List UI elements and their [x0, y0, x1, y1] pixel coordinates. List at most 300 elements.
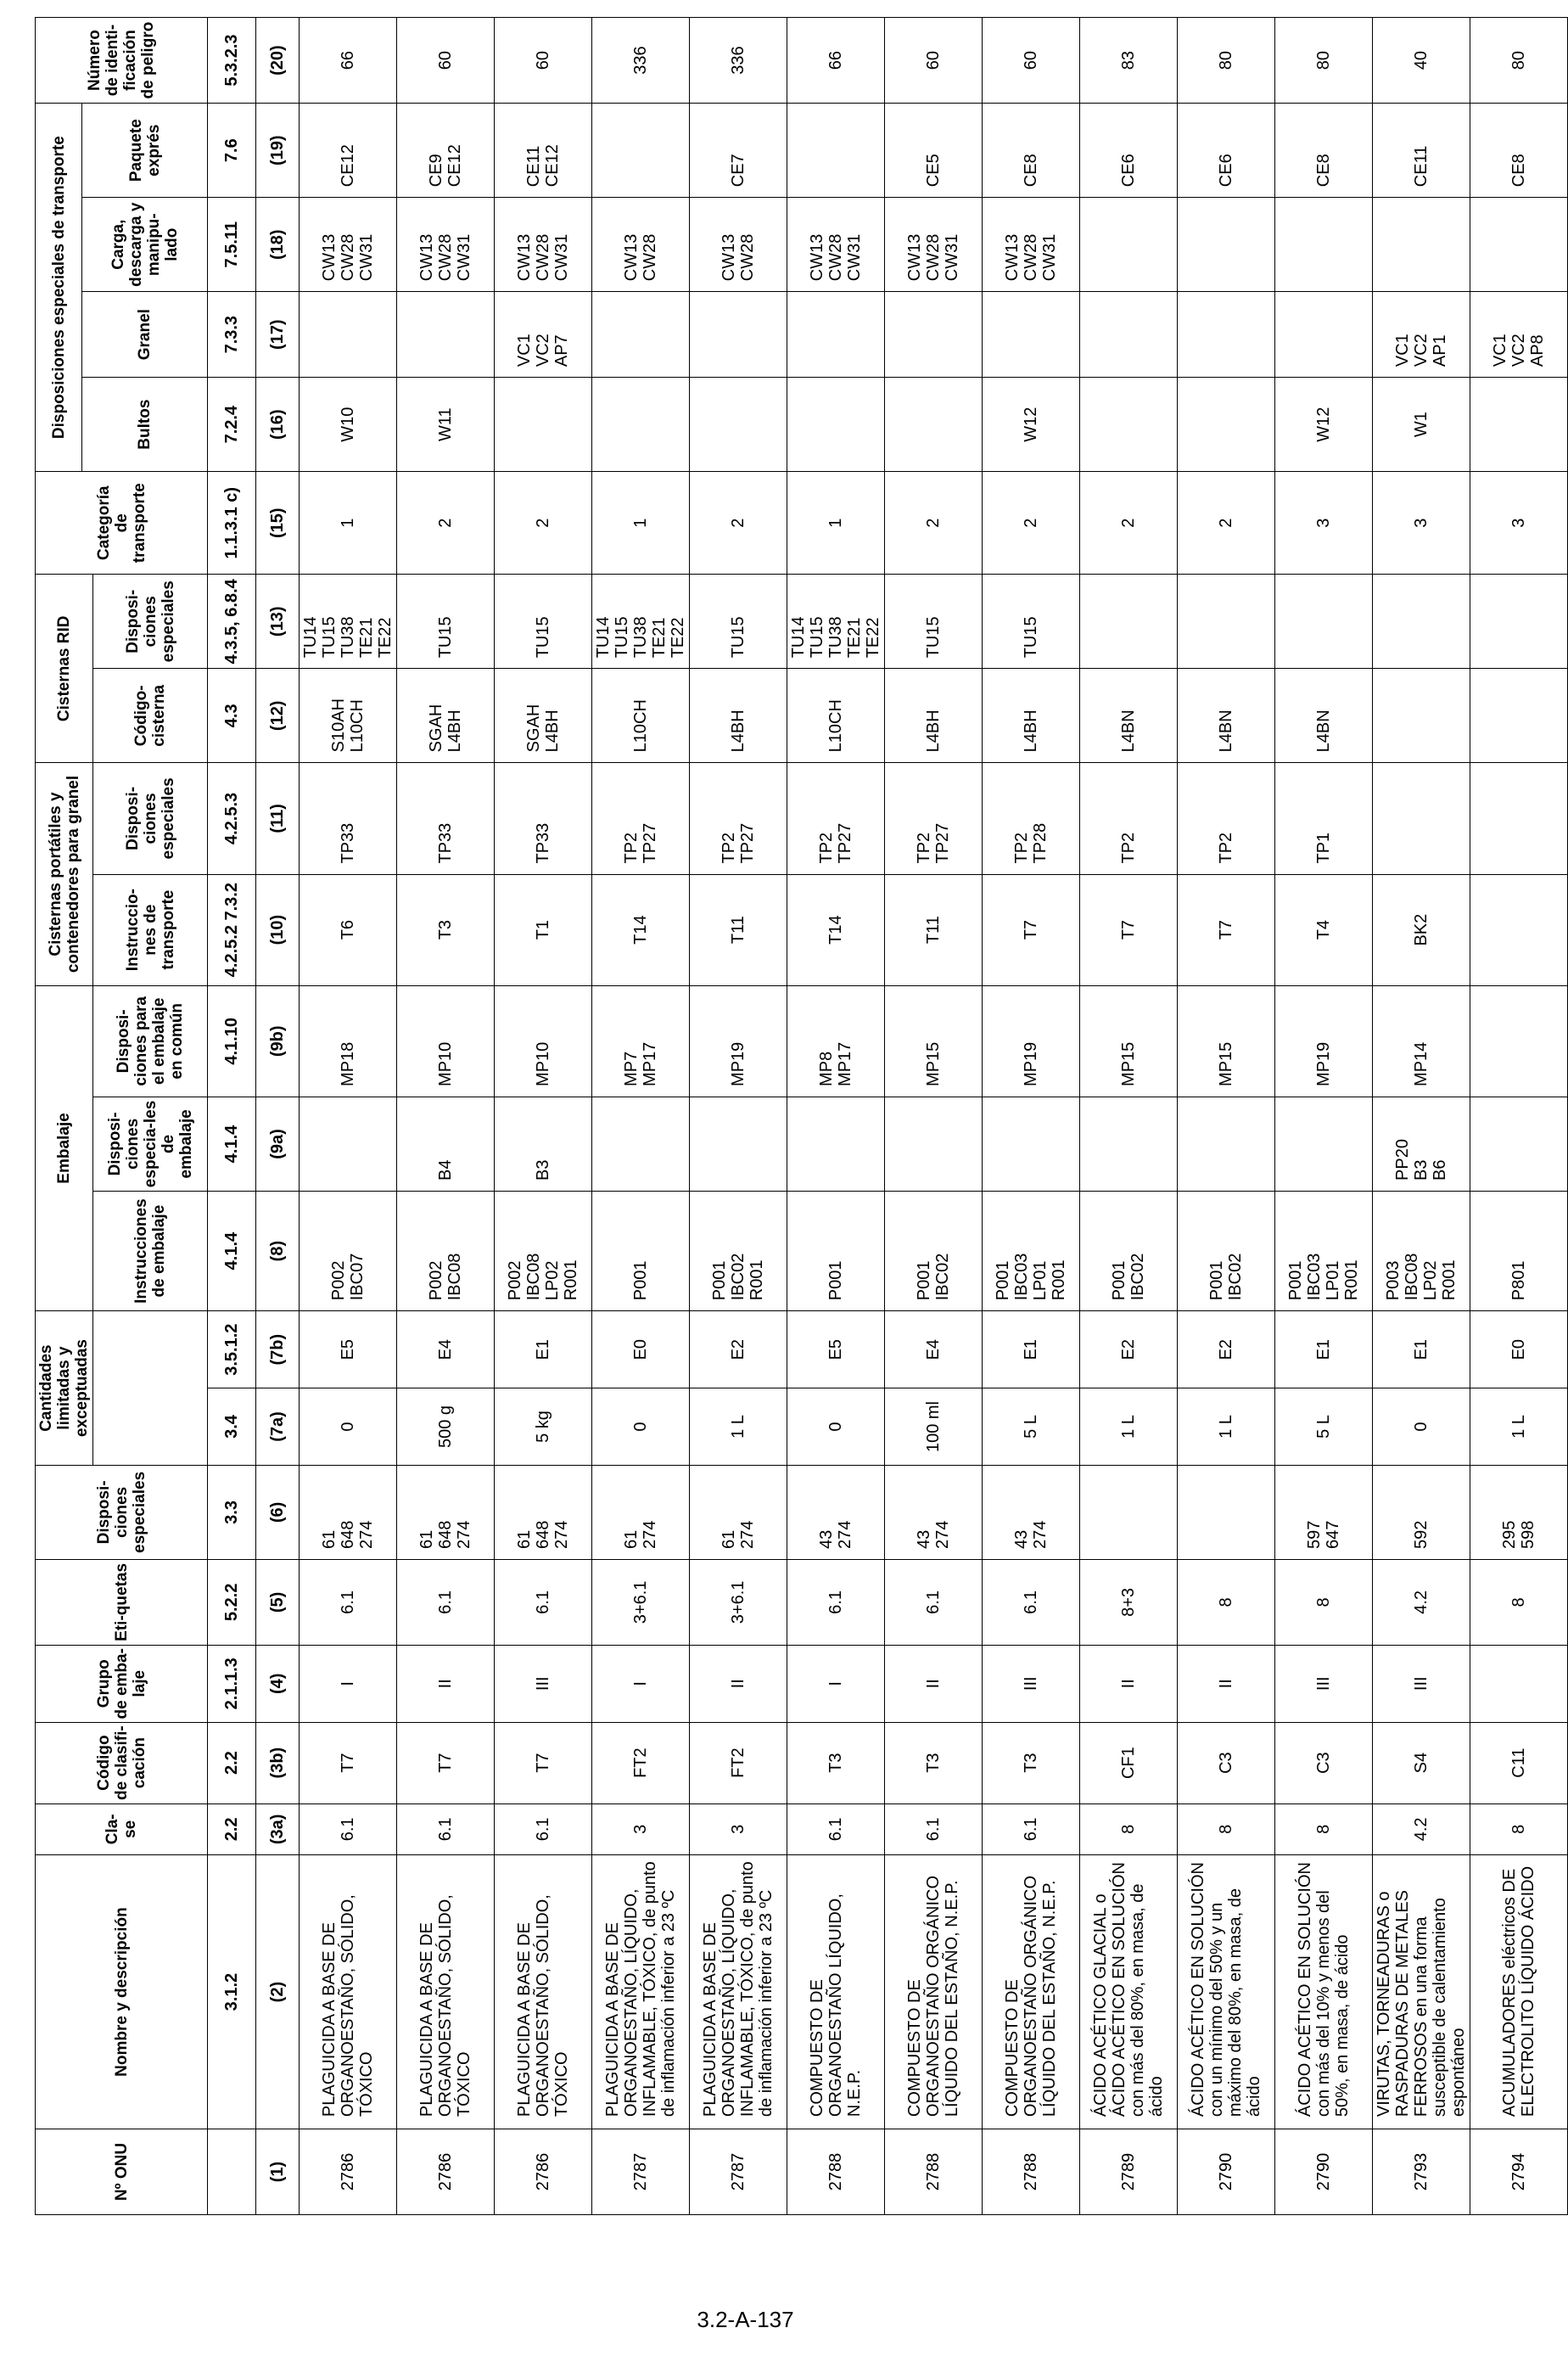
header-packing-special-provisions: Disposi-ciones especia-les de embalaje	[93, 1097, 208, 1191]
cell-instr-emb: P001 IBC02	[1178, 1191, 1275, 1310]
column-number-row	[256, 18, 300, 2215]
cell-disp-rid	[1275, 575, 1373, 669]
cell-granel: VC1 VC2 AP1	[1373, 292, 1470, 378]
cell-etiquetas: 4.2	[1373, 1559, 1470, 1645]
cell-granel	[300, 292, 397, 378]
cell-name: PLAGUICIDA A BASE DE ORGANOESTAÑO, SÓLIDO, TÓXICO	[397, 1855, 495, 2129]
section-ref-cell: 4.3.5, 6.8.4	[208, 575, 256, 669]
header-portable-tanks: Cisternas portátiles y contenedores para granel	[36, 763, 93, 985]
cell-disp-comun: MP15	[885, 985, 983, 1097]
section-ref-cell	[208, 2129, 256, 2215]
cell-disp-emb: B4	[397, 1097, 495, 1191]
cell-disp: 61 274	[592, 1465, 690, 1559]
header-loading: Carga, descarga y manipu-lado	[82, 198, 208, 292]
section-ref-cell: 4.1.10	[208, 985, 256, 1097]
column-number-cell: (5)	[256, 1559, 300, 1645]
cell-instr-trans: T14	[592, 874, 690, 985]
cell-disp-emb	[300, 1097, 397, 1191]
cell-un: 2787	[690, 2129, 787, 2215]
cell-peligro: 80	[1470, 18, 1568, 104]
cell-paquete: CE12	[300, 104, 397, 198]
cell-cant-exc: E1	[983, 1311, 1080, 1388]
cell-instr-emb: P801	[1470, 1191, 1568, 1310]
cell-instr-emb: P001 IBC02	[1080, 1191, 1178, 1310]
cell-disp: 295 598	[1470, 1465, 1568, 1559]
cell-codigo: C3	[1275, 1722, 1373, 1803]
column-number-cell: (8)	[256, 1191, 300, 1310]
cell-grupo: III	[1275, 1645, 1373, 1722]
cell-etiquetas: 8	[1470, 1559, 1568, 1645]
header-mixed-packing: Disposi-ciones para el embalaje en común	[93, 985, 208, 1097]
section-ref-cell: 3.5.1.2	[208, 1311, 256, 1388]
cell-disp-emb	[885, 1097, 983, 1191]
cell-cod-cist: SGAH L4BH	[397, 669, 495, 763]
cell-instr-emb: P002 IBC08	[397, 1191, 495, 1310]
cell-grupo: I	[787, 1645, 885, 1722]
cell-un: 2790	[1275, 2129, 1373, 2215]
cell-carga	[1080, 198, 1178, 292]
cell-disp-emb	[690, 1097, 787, 1191]
cell-disp-rid: TU15	[690, 575, 787, 669]
cell-bultos: W10	[300, 378, 397, 472]
table-row	[885, 18, 983, 2215]
cell-disp-cist: TP2 TP27	[885, 763, 983, 874]
header-tank-special-provisions: Disposi-ciones especiales	[93, 763, 208, 874]
section-ref-cell: 4.1.4	[208, 1097, 256, 1191]
header-transport-instructions: Instruccio-nes de transporte	[93, 874, 208, 985]
cell-clase: 6.1	[495, 1803, 592, 1855]
cell-instr-emb: P001 IBC02	[885, 1191, 983, 1310]
cell-un: 2787	[592, 2129, 690, 2215]
cell-categoria: 2	[1178, 472, 1275, 575]
cell-disp-cist: TP33	[495, 763, 592, 874]
section-ref-cell: 1.1.3.1 c)	[208, 472, 256, 575]
header-name: Nombre y descripción	[36, 1855, 208, 2129]
column-number-cell: (15)	[256, 472, 300, 575]
table-row	[592, 18, 690, 2215]
cell-disp-comun: MP8 MP17	[787, 985, 885, 1097]
rotated-table-sheet	[35, 17, 1547, 2215]
cell-name: ÁCIDO ACÉTICO EN SOLUCIÓN con un mínimo del 50% y un máximo del 80%, en masa, de ácido	[1178, 1855, 1275, 2129]
header-class: Cla-se	[36, 1803, 208, 1855]
column-number-cell: (7b)	[256, 1311, 300, 1388]
cell-disp-cist: TP2 TP28	[983, 763, 1080, 874]
column-number-cell: (12)	[256, 669, 300, 763]
cell-cant-lim: 1 L	[690, 1388, 787, 1466]
cell-disp-rid	[1470, 575, 1568, 669]
cell-codigo: C3	[1178, 1722, 1275, 1803]
section-ref-cell: 5.2.2	[208, 1559, 256, 1645]
section-ref-cell: 7.3.3	[208, 292, 256, 378]
cell-un: 2786	[397, 2129, 495, 2215]
section-ref-cell: 4.3	[208, 669, 256, 763]
cell-disp-comun: MP7 MP17	[592, 985, 690, 1097]
cell-clase: 8	[1080, 1803, 1178, 1855]
cell-un: 2790	[1178, 2129, 1275, 2215]
table-row	[1080, 18, 1178, 2215]
cell-cod-cist: SGAH L4BH	[495, 669, 592, 763]
cell-cod-cist: L4BN	[1080, 669, 1178, 763]
dangerous-goods-table	[35, 17, 1568, 2215]
cell-peligro: 80	[1178, 18, 1275, 104]
section-ref-cell: 2.2	[208, 1722, 256, 1803]
cell-clase: 4.2	[1373, 1803, 1470, 1855]
cell-instr-trans	[1470, 874, 1568, 985]
cell-paquete: CE6	[1080, 104, 1178, 198]
cell-cod-cist: L4BH	[690, 669, 787, 763]
cell-name: COMPUESTO DE ORGANOESTAÑO ORGÁNICO LÍQUIDO DEL ESTAÑO, N.E.P.	[885, 1855, 983, 2129]
cell-categoria: 2	[690, 472, 787, 575]
cell-categoria: 2	[1080, 472, 1178, 575]
cell-grupo: II	[1178, 1645, 1275, 1722]
cell-disp	[1080, 1465, 1178, 1559]
cell-categoria: 1	[787, 472, 885, 575]
cell-instr-emb: P001 IBC03 LP01 R001	[983, 1191, 1080, 1310]
column-number-cell: (3b)	[256, 1722, 300, 1803]
cell-paquete: CE6	[1178, 104, 1275, 198]
cell-etiquetas: 3+6.1	[690, 1559, 787, 1645]
cell-un: 2788	[787, 2129, 885, 2215]
cell-instr-trans: T6	[300, 874, 397, 985]
cell-carga: CW13 CW28 CW31	[885, 198, 983, 292]
cell-disp-rid: TU14 TU15 TU38 TE21 TE22	[300, 575, 397, 669]
cell-instr-emb: P001	[592, 1191, 690, 1310]
cell-disp-cist: TP1	[1275, 763, 1373, 874]
cell-grupo: II	[397, 1645, 495, 1722]
header-row-top	[36, 18, 82, 2215]
cell-disp-emb: PP20 B3 B6	[1373, 1097, 1470, 1191]
cell-instr-trans: T14	[787, 874, 885, 985]
cell-paquete: CE8	[1275, 104, 1373, 198]
cell-grupo: I	[300, 1645, 397, 1722]
header-hazard-number: Número de identi-ficación de peligro	[36, 18, 208, 104]
cell-clase: 6.1	[397, 1803, 495, 1855]
cell-cant-lim: 1 L	[1080, 1388, 1178, 1466]
column-number-cell: (3a)	[256, 1803, 300, 1855]
cell-etiquetas: 6.1	[495, 1559, 592, 1645]
section-ref-cell: 3.3	[208, 1465, 256, 1559]
column-number-cell: (2)	[256, 1855, 300, 2129]
column-number-cell: (19)	[256, 104, 300, 198]
cell-carga: CW13 CW28	[592, 198, 690, 292]
cell-cod-cist: S10AH L10CH	[300, 669, 397, 763]
cell-paquete: CE11	[1373, 104, 1470, 198]
cell-cant-exc: E2	[1178, 1311, 1275, 1388]
cell-clase: 8	[1275, 1803, 1373, 1855]
cell-codigo: T3	[983, 1722, 1080, 1803]
cell-codigo: T3	[787, 1722, 885, 1803]
cell-peligro: 83	[1080, 18, 1178, 104]
cell-cant-exc: E1	[1373, 1311, 1470, 1388]
cell-disp: 43 274	[787, 1465, 885, 1559]
section-ref-cell: 3.4	[208, 1388, 256, 1466]
cell-disp-comun: MP14	[1373, 985, 1470, 1097]
cell-codigo: T3	[885, 1722, 983, 1803]
cell-disp-emb	[592, 1097, 690, 1191]
cell-disp-rid: TU15	[983, 575, 1080, 669]
section-ref-cell: 3.1.2	[208, 1855, 256, 2129]
cell-categoria: 3	[1275, 472, 1373, 575]
cell-etiquetas: 6.1	[397, 1559, 495, 1645]
section-ref-cell: 5.3.2.3	[208, 18, 256, 104]
cell-codigo: FT2	[592, 1722, 690, 1803]
cell-peligro: 60	[397, 18, 495, 104]
cell-disp-comun: MP18	[300, 985, 397, 1097]
table-row	[690, 18, 787, 2215]
header-special-provisions: Disposi-ciones especiales	[36, 1465, 208, 1559]
cell-granel: VC1 VC2 AP8	[1470, 292, 1568, 378]
cell-clase: 6.1	[787, 1803, 885, 1855]
cell-codigo: C11	[1470, 1722, 1568, 1803]
cell-paquete: CE7	[690, 104, 787, 198]
section-ref-cell: 2.1.1.3	[208, 1645, 256, 1722]
column-number-cell: (9a)	[256, 1097, 300, 1191]
cell-cant-lim: 5 kg	[495, 1388, 592, 1466]
cell-etiquetas: 8	[1275, 1559, 1373, 1645]
cell-cod-cist: L4BH	[983, 669, 1080, 763]
header-classification-code: Código de clasifi-cación	[36, 1722, 208, 1803]
cell-disp-cist: TP2 TP27	[787, 763, 885, 874]
cell-instr-emb: P003 IBC08 LP02 R001	[1373, 1191, 1470, 1310]
cell-name: PLAGUICIDA A BASE DE ORGANOESTAÑO, LÍQUIDO, INFLAMABLE, TÓXICO, de punto de inflamación inferior a 23 ºC	[592, 1855, 690, 2129]
header-labels: Eti-quetas	[36, 1559, 208, 1645]
cell-codigo: T7	[495, 1722, 592, 1803]
cell-disp-emb	[1080, 1097, 1178, 1191]
cell-instr-emb: P001 IBC03 LP01 R001	[1275, 1191, 1373, 1310]
cell-cant-lim: 5 L	[983, 1388, 1080, 1466]
cell-peligro: 336	[592, 18, 690, 104]
cell-clase: 6.1	[983, 1803, 1080, 1855]
cell-cant-lim: 1 L	[1178, 1388, 1275, 1466]
cell-carga	[1178, 198, 1275, 292]
cell-codigo: T7	[397, 1722, 495, 1803]
cell-cant-lim: 0	[787, 1388, 885, 1466]
column-number-cell: (6)	[256, 1465, 300, 1559]
cell-paquete: CE8	[983, 104, 1080, 198]
cell-disp-rid: TU15	[495, 575, 592, 669]
cell-cod-cist: L4BH	[885, 669, 983, 763]
cell-disp-rid	[1373, 575, 1470, 669]
cell-categoria: 3	[1470, 472, 1568, 575]
cell-carga	[1470, 198, 1568, 292]
cell-clase: 3	[690, 1803, 787, 1855]
cell-disp: 43 274	[885, 1465, 983, 1559]
header-bulk: Granel	[82, 292, 208, 378]
cell-disp-comun: MP10	[397, 985, 495, 1097]
cell-clase: 6.1	[300, 1803, 397, 1855]
cell-etiquetas: 8+3	[1080, 1559, 1178, 1645]
cell-disp	[1178, 1465, 1275, 1559]
cell-etiquetas: 8	[1178, 1559, 1275, 1645]
cell-name: PLAGUICIDA A BASE DE ORGANOESTAÑO, SÓLIDO, TÓXICO	[300, 1855, 397, 2129]
cell-bultos	[592, 378, 690, 472]
cell-disp: 61 648 274	[495, 1465, 592, 1559]
cell-grupo: III	[1373, 1645, 1470, 1722]
column-number-cell: (13)	[256, 575, 300, 669]
table-row	[1275, 18, 1373, 2215]
cell-cant-exc: E1	[1275, 1311, 1373, 1388]
cell-clase: 8	[1178, 1803, 1275, 1855]
cell-grupo: II	[1080, 1645, 1178, 1722]
cell-bultos	[885, 378, 983, 472]
cell-grupo: II	[885, 1645, 983, 1722]
cell-cant-exc: E5	[300, 1311, 397, 1388]
cell-disp-cist: TP2 TP27	[592, 763, 690, 874]
cell-cant-lim: 0	[1373, 1388, 1470, 1466]
cell-cant-lim: 500 g	[397, 1388, 495, 1466]
cell-instr-trans: T11	[885, 874, 983, 985]
cell-categoria: 3	[1373, 472, 1470, 575]
cell-grupo: III	[495, 1645, 592, 1722]
cell-disp-cist: TP33	[397, 763, 495, 874]
table-row	[300, 18, 397, 2215]
cell-instr-trans: T7	[983, 874, 1080, 985]
cell-disp-emb	[1178, 1097, 1275, 1191]
cell-etiquetas: 6.1	[787, 1559, 885, 1645]
cell-cod-cist	[1373, 669, 1470, 763]
table-body	[300, 18, 1568, 2215]
cell-bultos	[787, 378, 885, 472]
cell-granel: VC1 VC2 AP7	[495, 292, 592, 378]
cell-un: 2793	[1373, 2129, 1470, 2215]
header-packing-group: Grupo de emba-laje	[36, 1645, 208, 1722]
cell-instr-trans: T3	[397, 874, 495, 985]
cell-grupo: I	[592, 1645, 690, 1722]
cell-etiquetas: 3+6.1	[592, 1559, 690, 1645]
cell-disp: 61 648 274	[397, 1465, 495, 1559]
header-express-parcel: Paquete exprés	[82, 104, 208, 198]
section-ref-cell: 4.2.5.3	[208, 763, 256, 874]
cell-carga	[1275, 198, 1373, 292]
cell-instr-trans: T7	[1080, 874, 1178, 985]
cell-carga: CW13 CW28 CW31	[495, 198, 592, 292]
section-ref-cell: 7.2.4	[208, 378, 256, 472]
cell-paquete: CE11 CE12	[495, 104, 592, 198]
cell-cant-lim: 100 ml	[885, 1388, 983, 1466]
cell-name: ÁCIDO ACÉTICO EN SOLUCIÓN con más del 10% y menos del 50%, en masa, de ácido	[1275, 1855, 1373, 2129]
cell-name: COMPUESTO DE ORGANOESTAÑO ORGÁNICO LÍQUIDO DEL ESTAÑO, N.E.P.	[983, 1855, 1080, 2129]
section-ref-cell: 7.5.11	[208, 198, 256, 292]
cell-un: 2786	[300, 2129, 397, 2215]
cell-disp: 61 274	[690, 1465, 787, 1559]
column-number-cell: (16)	[256, 378, 300, 472]
header-un-number: Nº ONU	[36, 2129, 208, 2215]
cell-disp-emb	[983, 1097, 1080, 1191]
header-limited-quantities: Cantidades limitadas y exceptuadas	[36, 1311, 93, 1466]
cell-cant-exc: E2	[690, 1311, 787, 1388]
cell-categoria: 2	[885, 472, 983, 575]
table-row	[1178, 18, 1275, 2215]
cell-disp-emb: B3	[495, 1097, 592, 1191]
cell-instr-trans: T1	[495, 874, 592, 985]
cell-instr-emb: P001 IBC02 R001	[690, 1191, 787, 1310]
cell-instr-trans: T4	[1275, 874, 1373, 985]
cell-granel	[592, 292, 690, 378]
cell-disp-emb	[1275, 1097, 1373, 1191]
table-row	[787, 18, 885, 2215]
cell-disp-rid: TU15	[397, 575, 495, 669]
cell-disp: 43 274	[983, 1465, 1080, 1559]
column-number-cell: (9b)	[256, 985, 300, 1097]
cell-disp-comun	[1470, 985, 1568, 1097]
cell-disp-cist	[1373, 763, 1470, 874]
cell-carga	[1373, 198, 1470, 292]
cell-disp-comun: MP15	[1080, 985, 1178, 1097]
column-number-cell: (20)	[256, 18, 300, 104]
cell-cant-lim: 0	[300, 1388, 397, 1466]
cell-disp-comun: MP19	[1275, 985, 1373, 1097]
cell-etiquetas: 6.1	[885, 1559, 983, 1645]
header-rid-tanks: Cisternas RID	[36, 575, 93, 763]
cell-granel	[397, 292, 495, 378]
table-row	[983, 18, 1080, 2215]
cell-disp-cist	[1470, 763, 1568, 874]
header-packing-instructions: Instrucciones de embalaje	[93, 1191, 208, 1310]
cell-name: PLAGUICIDA A BASE DE ORGANOESTAÑO, LÍQUIDO, INFLAMABLE, TÓXICO, de punto de inflamación inferior a 23 ºC	[690, 1855, 787, 2129]
cell-cant-lim: 1 L	[1470, 1388, 1568, 1466]
cell-disp: 592	[1373, 1465, 1470, 1559]
header-tank-code: Código-cisterna	[93, 669, 208, 763]
cell-carga: CW13 CW28 CW31	[787, 198, 885, 292]
column-number-cell: (18)	[256, 198, 300, 292]
cell-categoria: 1	[300, 472, 397, 575]
cell-disp-cist: TP33	[300, 763, 397, 874]
cell-granel	[787, 292, 885, 378]
cell-disp-cist: TP2	[1080, 763, 1178, 874]
cell-etiquetas: 6.1	[300, 1559, 397, 1645]
cell-un: 2789	[1080, 2129, 1178, 2215]
cell-cant-lim: 0	[592, 1388, 690, 1466]
cell-grupo: III	[983, 1645, 1080, 1722]
cell-peligro: 60	[885, 18, 983, 104]
cell-peligro: 66	[787, 18, 885, 104]
cell-un: 2786	[495, 2129, 592, 2215]
cell-name: ÁCIDO ACÉTICO GLACIAL o ÁCIDO ACÉTICO EN SOLUCIÓN con más del 80%, en masa, de ácido	[1080, 1855, 1178, 2129]
section-ref-cell: 4.2.5.2 7.3.2	[208, 874, 256, 985]
cell-cant-lim: 5 L	[1275, 1388, 1373, 1466]
cell-carga: CW13 CW28 CW31	[397, 198, 495, 292]
cell-codigo: CF1	[1080, 1722, 1178, 1803]
cell-categoria: 2	[983, 472, 1080, 575]
cell-disp-rid: TU14 TU15 TU38 TE21 TE22	[592, 575, 690, 669]
cell-categoria: 1	[592, 472, 690, 575]
cell-instr-trans: T7	[1178, 874, 1275, 985]
cell-disp-comun: MP15	[1178, 985, 1275, 1097]
cell-peligro: 336	[690, 18, 787, 104]
cell-name: ACUMULADORES eléctricos DE ELECTROLITO LÍQUIDO ÁCIDO	[1470, 1855, 1568, 2129]
cell-bultos	[1178, 378, 1275, 472]
cell-categoria: 2	[495, 472, 592, 575]
column-number-cell: (7a)	[256, 1388, 300, 1466]
cell-peligro: 66	[300, 18, 397, 104]
cell-cod-cist: L10CH	[592, 669, 690, 763]
cell-granel	[885, 292, 983, 378]
cell-cant-exc: E4	[397, 1311, 495, 1388]
cell-granel	[1178, 292, 1275, 378]
column-number-cell: (10)	[256, 874, 300, 985]
cell-clase: 6.1	[885, 1803, 983, 1855]
table-row	[1373, 18, 1470, 2215]
cell-bultos: W1	[1373, 378, 1470, 472]
section-ref-cell: 7.6	[208, 104, 256, 198]
cell-bultos	[1080, 378, 1178, 472]
cell-granel	[983, 292, 1080, 378]
cell-codigo: T7	[300, 1722, 397, 1803]
cell-codigo: FT2	[690, 1722, 787, 1803]
cell-cod-cist	[1470, 669, 1568, 763]
cell-disp-rid	[1080, 575, 1178, 669]
cell-codigo: S4	[1373, 1722, 1470, 1803]
